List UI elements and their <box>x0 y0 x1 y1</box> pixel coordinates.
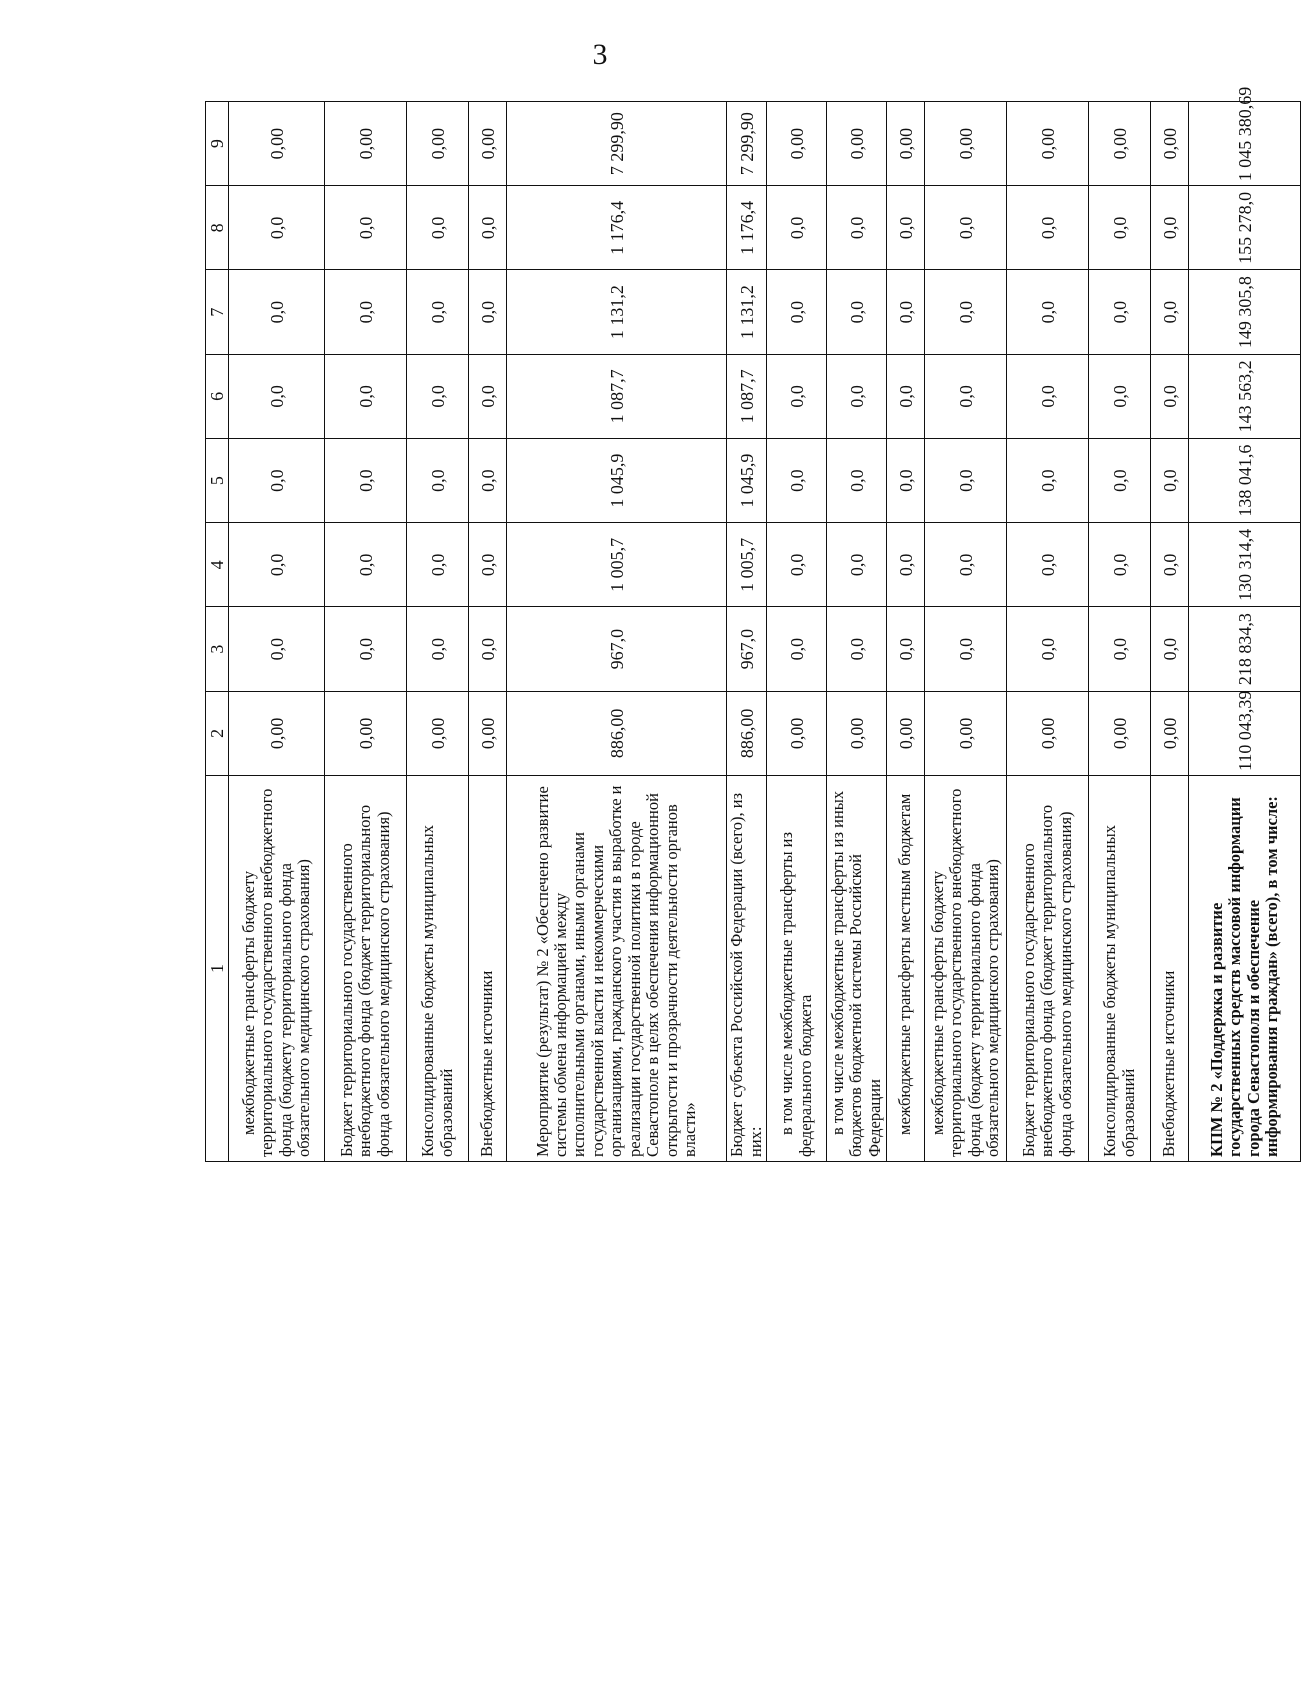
value-cell: 1 176,4 <box>727 186 767 270</box>
value-cell: 0,00 <box>1007 102 1089 186</box>
value-cell: 155 278,0 <box>1189 186 1301 270</box>
value-cell: 886,00 <box>507 691 727 775</box>
table-row <box>727 102 767 1162</box>
column-number: 8 <box>206 186 229 270</box>
value-cell: 0,0 <box>1007 523 1089 607</box>
value-cell: 0,0 <box>407 186 469 270</box>
value-cell: 0,0 <box>1089 354 1151 438</box>
value-cell: 0,0 <box>767 270 827 354</box>
value-cell: 0,0 <box>229 439 325 523</box>
value-cell: 0,00 <box>887 102 925 186</box>
value-cell: 0,0 <box>767 439 827 523</box>
table-row <box>1089 102 1151 1162</box>
value-cell: 0,0 <box>827 186 887 270</box>
value-cell: 0,0 <box>325 354 407 438</box>
value-cell: 0,00 <box>925 691 1007 775</box>
value-cell: 0,00 <box>1089 691 1151 775</box>
value-cell: 0,0 <box>887 607 925 691</box>
value-cell: 0,0 <box>407 523 469 607</box>
rotated-table-container <box>205 86 1282 1162</box>
value-cell: 0,0 <box>925 523 1007 607</box>
row-label: Бюджет территориального государственного внебюджетного фонда (бюджет территориального фонда обязательного медицинского страхования) <box>1007 776 1089 1162</box>
value-cell: 0,0 <box>229 607 325 691</box>
value-cell: 0,0 <box>407 354 469 438</box>
value-cell: 0,00 <box>325 691 407 775</box>
row-label: межбюджетные трансферты бюджету территориального государственного внебюджетного фонда (бюджету территориального фонда обязательного медицинского страхования) <box>229 776 325 1162</box>
value-cell: 0,0 <box>469 354 507 438</box>
column-number: 3 <box>206 607 229 691</box>
column-number: 2 <box>206 691 229 775</box>
value-cell: 0,00 <box>827 691 887 775</box>
value-cell: 0,00 <box>887 691 925 775</box>
value-cell: 0,0 <box>229 523 325 607</box>
value-cell: 0,0 <box>325 270 407 354</box>
value-cell: 0,0 <box>407 607 469 691</box>
value-cell: 1 005,7 <box>507 523 727 607</box>
table-row <box>1189 102 1301 1162</box>
row-label: КПМ № 2 «Поддержка и развитие государственных средств массовой информации города Севастополя и обеспечение информирования граждан» (всего), в том числе: <box>1189 776 1301 1162</box>
page-number: 3 <box>592 38 608 71</box>
row-label: Мероприятие (результат) № 2 «Обеспечено развитие системы обмена информацией между исполнительными органами, иными органами государственной власти и некоммерческими организациями, гражданского участия в выработке и реализации государственной политики в городе Севастополе в целях обеспечения информационной открытости и прозрачности деятельности органов власти» <box>507 776 727 1162</box>
value-cell: 967,0 <box>727 607 767 691</box>
value-cell: 0,00 <box>469 102 507 186</box>
value-cell: 1 176,4 <box>507 186 727 270</box>
value-cell: 0,00 <box>229 691 325 775</box>
row-label: Консолидированные бюджеты муниципальных образований <box>1089 776 1151 1162</box>
value-cell: 0,0 <box>469 523 507 607</box>
table-row <box>1151 102 1189 1162</box>
value-cell: 1 045 380,69 <box>1189 102 1301 186</box>
column-number: 4 <box>206 523 229 607</box>
value-cell: 0,0 <box>1007 270 1089 354</box>
row-label: в том числе межбюджетные трансферты из иных бюджетов бюджетной системы Российской Федерации <box>827 776 887 1162</box>
value-cell: 0,00 <box>827 102 887 186</box>
value-cell: 0,0 <box>1089 439 1151 523</box>
value-cell: 0,0 <box>887 439 925 523</box>
value-cell: 0,00 <box>1089 102 1151 186</box>
value-cell: 0,0 <box>827 354 887 438</box>
row-label: Консолидированные бюджеты муниципальных образований <box>407 776 469 1162</box>
value-cell: 1 087,7 <box>727 354 767 438</box>
row-label: в том числе межбюджетные трансферты из федерального бюджета <box>767 776 827 1162</box>
value-cell: 143 563,2 <box>1189 354 1301 438</box>
value-cell: 218 834,3 <box>1189 607 1301 691</box>
value-cell: 0,00 <box>1151 102 1189 186</box>
value-cell: 0,0 <box>1089 607 1151 691</box>
value-cell: 0,00 <box>767 102 827 186</box>
value-cell: 0,0 <box>1007 607 1089 691</box>
value-cell: 110 043,39 <box>1189 691 1301 775</box>
value-cell: 0,00 <box>1151 691 1189 775</box>
value-cell: 0,0 <box>925 270 1007 354</box>
value-cell: 0,0 <box>887 523 925 607</box>
value-cell: 0,00 <box>407 102 469 186</box>
value-cell: 0,0 <box>1007 439 1089 523</box>
value-cell: 0,0 <box>1007 354 1089 438</box>
value-cell: 0,0 <box>767 523 827 607</box>
value-cell: 0,0 <box>925 186 1007 270</box>
value-cell: 1 131,2 <box>727 270 767 354</box>
row-label: Внебюджетные источники <box>469 776 507 1162</box>
value-cell: 1 005,7 <box>727 523 767 607</box>
value-cell: 1 045,9 <box>727 439 767 523</box>
column-number-row <box>206 102 229 1162</box>
value-cell: 0,0 <box>1089 186 1151 270</box>
value-cell: 138 041,6 <box>1189 439 1301 523</box>
value-cell: 0,0 <box>1089 270 1151 354</box>
row-label: Бюджет субъекта Российской Федерации (всего), из них: <box>727 776 767 1162</box>
value-cell: 0,00 <box>767 691 827 775</box>
table-row <box>229 102 325 1162</box>
table-row <box>827 102 887 1162</box>
value-cell: 0,0 <box>767 186 827 270</box>
table-row <box>887 102 925 1162</box>
value-cell: 0,0 <box>1007 186 1089 270</box>
value-cell: 967,0 <box>507 607 727 691</box>
row-label: межбюджетные трансферты бюджету территориального государственного внебюджетного фонда (бюджету территориального фонда обязательного медицинского страхования) <box>925 776 1007 1162</box>
value-cell: 7 299,90 <box>507 102 727 186</box>
value-cell: 0,0 <box>469 270 507 354</box>
value-cell: 0,00 <box>229 102 325 186</box>
value-cell: 7 299,90 <box>727 102 767 186</box>
value-cell: 0,00 <box>469 691 507 775</box>
value-cell: 0,0 <box>925 607 1007 691</box>
value-cell: 0,0 <box>1151 270 1189 354</box>
table-row <box>925 102 1007 1162</box>
row-label: Внебюджетные источники <box>1151 776 1189 1162</box>
value-cell: 1 045,9 <box>507 439 727 523</box>
value-cell: 0,0 <box>887 270 925 354</box>
value-cell: 0,0 <box>407 270 469 354</box>
value-cell: 0,0 <box>325 439 407 523</box>
value-cell: 130 314,4 <box>1189 523 1301 607</box>
value-cell: 0,0 <box>469 607 507 691</box>
column-number: 9 <box>206 102 229 186</box>
value-cell: 0,0 <box>767 607 827 691</box>
column-number: 7 <box>206 270 229 354</box>
value-cell: 0,00 <box>407 691 469 775</box>
table-row <box>407 102 469 1162</box>
budget-table <box>205 86 1301 1162</box>
value-cell: 1 131,2 <box>507 270 727 354</box>
value-cell: 0,0 <box>1089 523 1151 607</box>
value-cell: 0,0 <box>325 523 407 607</box>
table-row <box>767 102 827 1162</box>
value-cell: 0,0 <box>469 439 507 523</box>
column-number: 5 <box>206 439 229 523</box>
value-cell: 0,0 <box>1151 523 1189 607</box>
value-cell: 0,00 <box>1007 691 1089 775</box>
value-cell: 0,0 <box>229 354 325 438</box>
value-cell: 0,0 <box>325 607 407 691</box>
row-label: межбюджетные трансферты местным бюджетам <box>887 776 925 1162</box>
value-cell: 0,0 <box>827 607 887 691</box>
table-body <box>229 86 1301 1162</box>
value-cell: 0,0 <box>925 439 1007 523</box>
value-cell: 0,0 <box>887 354 925 438</box>
table-row <box>1007 102 1089 1162</box>
table-row <box>469 102 507 1162</box>
value-cell: 0,0 <box>229 186 325 270</box>
value-cell: 0,0 <box>1151 439 1189 523</box>
value-cell: 0,0 <box>887 186 925 270</box>
value-cell: 149 305,8 <box>1189 270 1301 354</box>
row-label: Бюджет территориального государственного внебюджетного фонда (бюджет территориального фонда обязательного медицинского страхования) <box>325 776 407 1162</box>
value-cell: 0,0 <box>827 270 887 354</box>
value-cell: 0,00 <box>325 102 407 186</box>
value-cell: 0,0 <box>767 354 827 438</box>
value-cell: 0,0 <box>925 354 1007 438</box>
table-row <box>325 102 407 1162</box>
column-number: 1 <box>206 776 229 1162</box>
value-cell: 0,0 <box>827 523 887 607</box>
table-row <box>507 102 727 1162</box>
value-cell: 0,0 <box>1151 354 1189 438</box>
value-cell: 1 087,7 <box>507 354 727 438</box>
value-cell: 0,0 <box>469 186 507 270</box>
column-number: 6 <box>206 354 229 438</box>
value-cell: 0,0 <box>827 439 887 523</box>
value-cell: 0,0 <box>407 439 469 523</box>
value-cell: 0,0 <box>1151 186 1189 270</box>
value-cell: 0,0 <box>325 186 407 270</box>
value-cell: 0,00 <box>925 102 1007 186</box>
value-cell: 886,00 <box>727 691 767 775</box>
value-cell: 0,0 <box>229 270 325 354</box>
value-cell: 0,0 <box>1151 607 1189 691</box>
